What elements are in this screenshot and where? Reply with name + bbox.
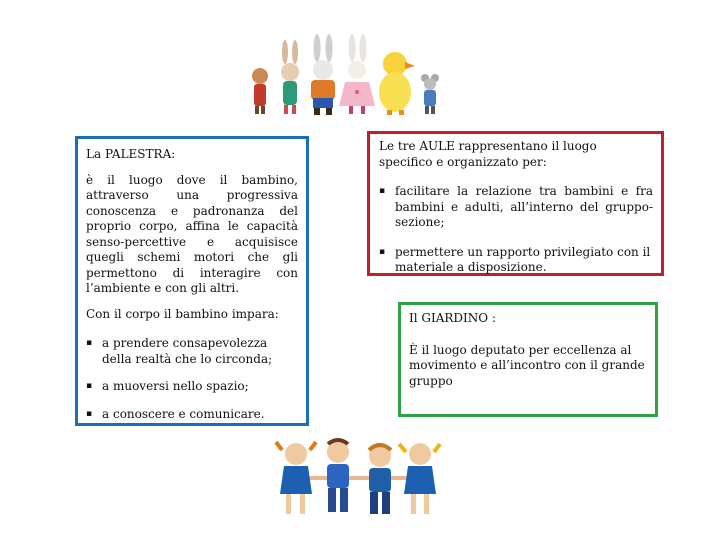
- giardino-box: [398, 302, 658, 417]
- child-figure-3: [369, 445, 391, 514]
- giardino-title: Il GIARDINO :: [409, 311, 496, 325]
- list-item: [379, 245, 653, 276]
- cartoon-characters-illustration: [245, 32, 445, 118]
- list-item-text: permettere un rapporto privilegiato con il materiale a disposizione.: [395, 244, 651, 274]
- rabbit-figure-3: [339, 34, 375, 114]
- list-item: [86, 407, 298, 423]
- list-item: [86, 379, 298, 395]
- bear-figure: [252, 68, 268, 114]
- aule-title: Le tre AULE rappresentano il luogo specifico e organizzato per:: [379, 139, 597, 169]
- list-item: [86, 336, 298, 367]
- bullet-icon: ▪: [86, 381, 93, 391]
- bullet-icon: ▪: [379, 186, 386, 196]
- aule-list: [379, 184, 653, 276]
- list-item-text: a conoscere e comunicare.: [102, 406, 265, 421]
- bullet-icon: ▪: [86, 408, 93, 419]
- rabbit-figure-2: [311, 34, 335, 115]
- child-figure-2: [327, 440, 349, 512]
- mouse-figure: [421, 74, 439, 114]
- list-item-text: facilitare la relazione tra bambini e fra bambini e adulti, all’interno del gruppo-sezione;: [395, 184, 653, 229]
- aule-box: [367, 131, 664, 276]
- palestra-description: è il luogo dove il bambino, attraverso una progressiva conoscenza e padronanza del proprio corpo, affina le capacità senso-percettive e acquisisce quegli schemi motori che gli permettono di interagire con l’ambiente e con gli altri.: [86, 172, 298, 295]
- duck-figure: [379, 52, 415, 115]
- palestra-box: [75, 136, 309, 426]
- list-item-text: a prendere consapevolezza della realtà che lo circonda;: [102, 336, 273, 366]
- children-holding-hands-illustration: [272, 434, 444, 520]
- list-item: [379, 184, 653, 231]
- rabbit-figure-1: [281, 40, 299, 114]
- giardino-description: È il luogo deputato per eccellenza al movimento e all’incontro con il grande gruppo: [409, 342, 645, 388]
- bullet-icon: ▪: [86, 338, 93, 348]
- palestra-title: La PALESTRA:: [86, 147, 176, 161]
- list-item-text: a muoversi nello spazio;: [102, 379, 249, 393]
- bullet-icon: ▪: [379, 246, 386, 257]
- palestra-learn-intro: Con il corpo il bambino impara:: [86, 306, 279, 321]
- palestra-learn-list: [86, 336, 298, 422]
